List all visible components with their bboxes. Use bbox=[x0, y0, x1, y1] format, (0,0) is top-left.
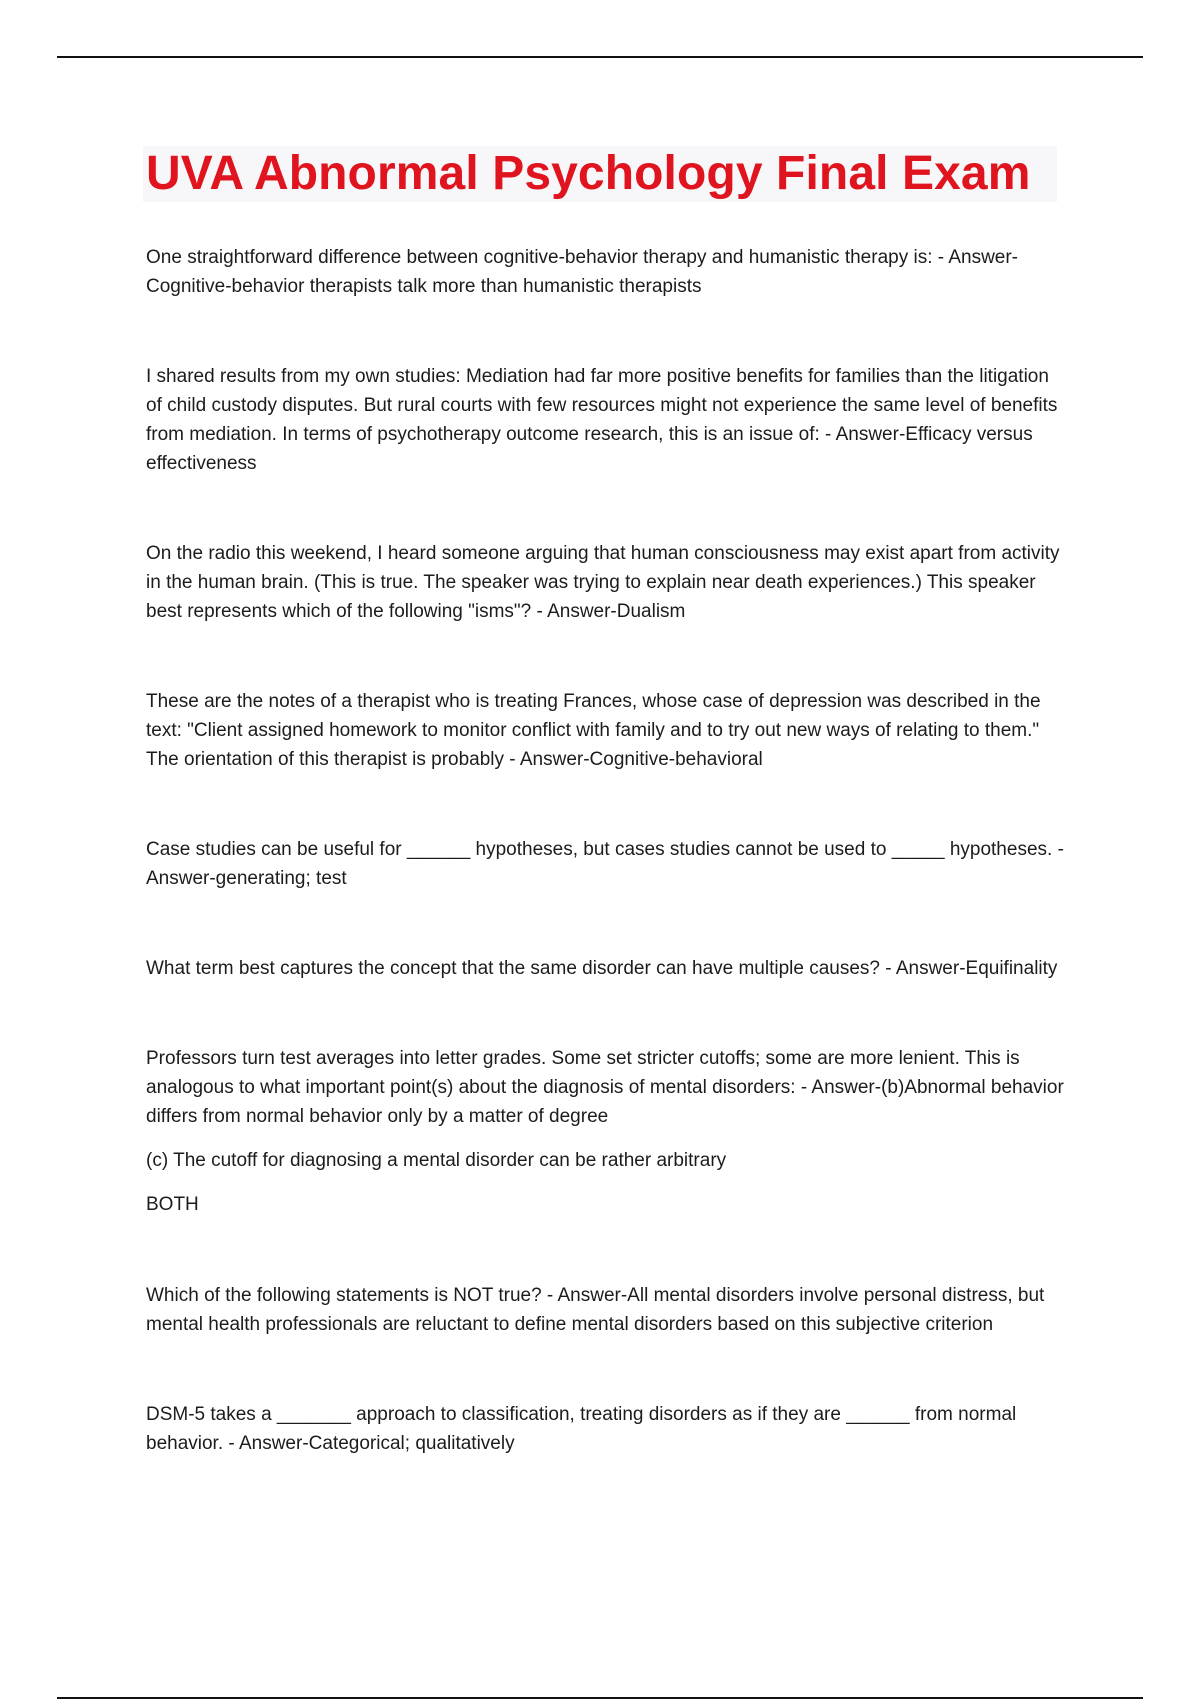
question-text: On the radio this weekend, I heard someone arguing that human consciousness may exist apart from activity in the human brain. (This is true. The speaker was trying to explain near death experiences.) This speaker best represents which of the following "isms"? bbox=[146, 543, 1060, 622]
question-text: What term best captures the concept that the same disorder can have multiple causes? bbox=[146, 958, 880, 979]
answer-text: Answer-Efficacy versus effectiveness bbox=[146, 424, 1033, 474]
question-text: I shared results from my own studies: Mediation had far more positive benefits for families than the litigation of child custody disputes. But rural courts with few resources might not experience the same level of benefits from mediation. In terms of psychotherapy outcome research, this is an issue of: bbox=[146, 366, 1058, 445]
answer-text: Answer-Cognitive-behavioral bbox=[519, 749, 763, 770]
answer-text: Answer-Cognitive-behavior therapists talk more than humanistic therapists bbox=[146, 247, 1019, 297]
qa-item bbox=[146, 954, 1066, 983]
qa-text: Case studies can be useful for ______ hypotheses, but cases studies cannot be used to _____ hypotheses. - Answer-generating; test bbox=[146, 839, 1064, 889]
answer-extra-line: (c) The cutoff for diagnosing a mental disorder can be rather arbitrary bbox=[146, 1150, 727, 1171]
qa-text: On the radio this weekend, I heard someone arguing that human consciousness may exist apart from activity in the human brain. (This is true. The speaker was trying to explain near death experiences.) This speaker best represents which of the following "isms"? - Answer-Dualism bbox=[146, 543, 1060, 622]
answer-text: Answer-Categorical; qualitatively bbox=[238, 1433, 515, 1454]
question-text: Case studies can be useful for ______ hypotheses, but cases studies cannot be used to _____ hypotheses. bbox=[146, 839, 1053, 860]
qa-item bbox=[146, 539, 1066, 626]
question-text: These are the notes of a therapist who is treating Frances, whose case of depression was described in the text: "Client assigned homework to monitor conflict with family and to try out new ways of relating to them." The orientation of this therapist is probably bbox=[146, 691, 1041, 770]
qa-item bbox=[146, 1400, 1066, 1458]
question-text: Professors turn test averages into letter grades. Some set stricter cutoffs; some are more lenient. This is analogous to what important point(s) about the diagnosis of mental disorders: bbox=[146, 1048, 1020, 1098]
question-text: One straightforward difference between cognitive-behavior therapy and humanistic therapy is: bbox=[146, 247, 933, 268]
answer-text: Answer-Equifinality bbox=[895, 958, 1058, 979]
answer-text: Answer-Dualism bbox=[547, 601, 686, 622]
document-title: UVA Abnormal Psychology Final Exam bbox=[146, 147, 1031, 200]
answer-text: Answer-generating; test bbox=[146, 868, 347, 889]
question-text: DSM-5 takes a _______ approach to classification, treating disorders as if they are ______ from normal behavior. bbox=[146, 1404, 1017, 1454]
qa-item bbox=[146, 1281, 1066, 1339]
qa-text: What term best captures the concept that the same disorder can have multiple causes? - Answer-Equifinality bbox=[146, 958, 1058, 979]
qa-text: DSM-5 takes a _______ approach to classification, treating disorders as if they are ______ from normal behavior. - Answer-Categorical; qualitatively bbox=[146, 1404, 1017, 1454]
qa-list bbox=[146, 243, 1066, 1519]
top-rule bbox=[57, 56, 1143, 58]
question-text: Which of the following statements is NOT true? bbox=[146, 1285, 542, 1306]
answer-text: Answer-(b)Abnormal behavior differs from normal behavior only by a matter of degree bbox=[146, 1077, 1064, 1127]
qa-text: One straightforward difference between cognitive-behavior therapy and humanistic therapy is: - Answer-Cognitive-behavior therapists talk more than humanistic therapists bbox=[146, 247, 1019, 297]
qa-text: Which of the following statements is NOT true? - Answer-All mental disorders involve personal distress, but mental health professionals are reluctant to define mental disorders based on this subjective criterion bbox=[146, 1285, 1045, 1335]
qa-text: These are the notes of a therapist who is treating Frances, whose case of depression was described in the text: "Client assigned homework to monitor conflict with family and to try out new ways of relating to them." The orientation of this therapist is probably - Answer-Cognitive-behavioral bbox=[146, 691, 1041, 770]
answer-text: Answer-All mental disorders involve personal distress, but mental health professionals are reluctant to define mental disorders based on this subjective criterion bbox=[146, 1285, 1045, 1335]
qa-item bbox=[146, 362, 1066, 478]
qa-item bbox=[146, 687, 1066, 774]
bottom-rule bbox=[57, 1697, 1143, 1699]
qa-item bbox=[146, 1044, 1066, 1219]
qa-item bbox=[146, 835, 1066, 893]
answer-extra-line: BOTH bbox=[146, 1194, 199, 1215]
qa-text: I shared results from my own studies: Mediation had far more positive benefits for families than the litigation of child custody disputes. But rural courts with few resources might not experience the same level of benefits from mediation. In terms of psychotherapy outcome research, this is an issue of: - Answer-Efficacy versus effectiveness bbox=[146, 366, 1058, 474]
qa-text: Professors turn test averages into letter grades. Some set stricter cutoffs; some are more lenient. This is analogous to what important point(s) about the diagnosis of mental disorders: - Answer-(b)Abnormal behavior differs from normal behavior only by a matter of degree bbox=[146, 1048, 1064, 1127]
qa-item bbox=[146, 243, 1066, 301]
